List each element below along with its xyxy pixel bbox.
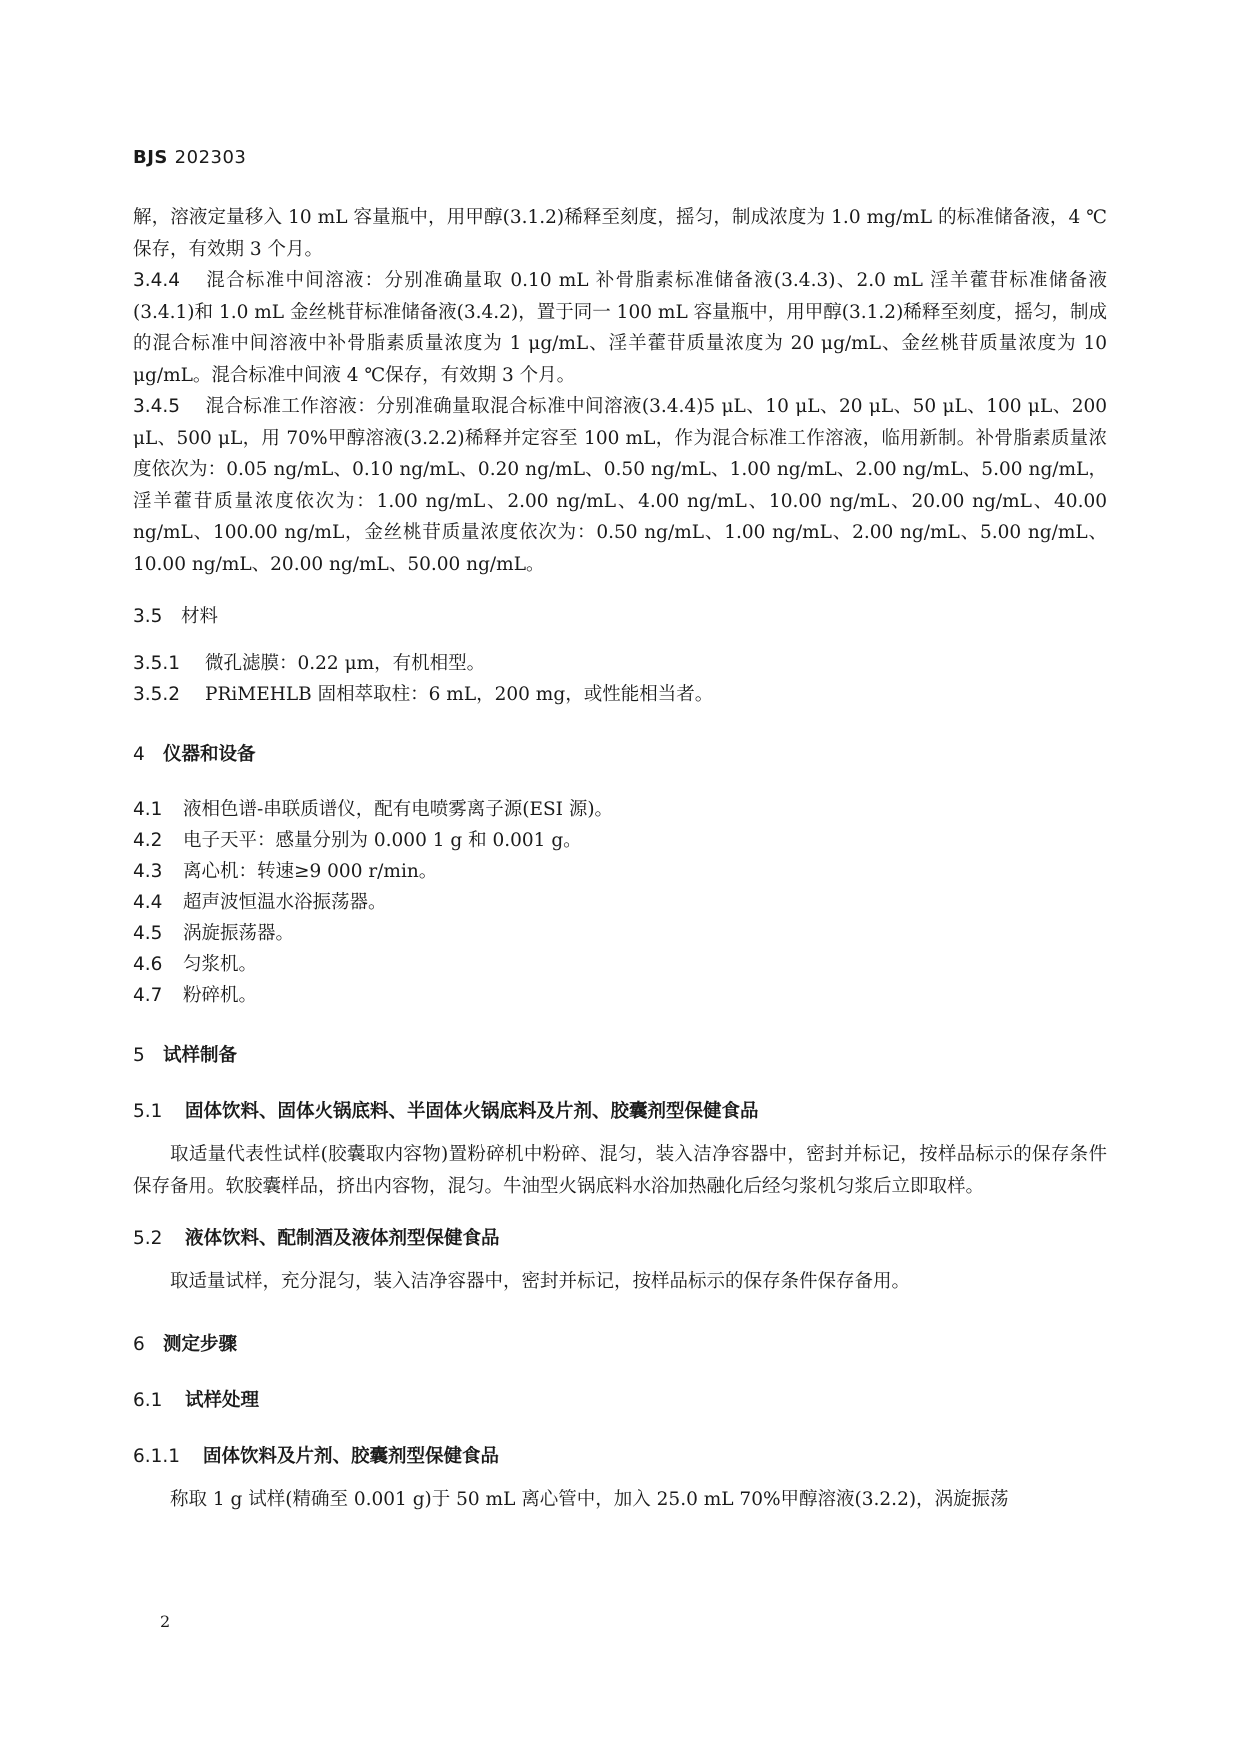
list-item: 4.3 离心机：转速≥9 000 r/min。 <box>133 861 438 882</box>
list-item: 4.6 匀浆机。 <box>133 954 258 975</box>
heading-title: 试样处理 <box>185 1389 260 1411</box>
heading-6-1 <box>133 1386 1107 1412</box>
code-prefix: BJS <box>133 147 168 168</box>
list-item: 4.4 超声波恒温水浴振荡器。 <box>133 892 387 913</box>
clause-3-4-5 <box>133 391 1107 580</box>
heading-number: 5.1 <box>133 1101 163 1122</box>
heading-4 <box>133 740 1107 766</box>
standard-code <box>133 147 246 168</box>
paragraph-6-1-1: 称取 1 g 试样(精确至 0.001 g)于 50 mL 离心管中，加入 25.0 mL 70%甲醇溶液(3.2.2)，涡旋振荡 <box>170 1488 1009 1510</box>
equipment-list <box>133 794 1107 1011</box>
heading-title: 测定步骤 <box>163 1333 238 1355</box>
paragraph-5-1: 取适量代表性试样(胶囊取内容物)置粉碎机中粉碎、混匀，装入洁净容器中，密封并标记，按样品标示的保存条件保存备用。软胶囊样品，挤出内容物，混匀。牛油型火锅底料水浴加热融化后经匀浆机匀浆后立即取样。 <box>133 1144 1107 1197</box>
clause-number: 3.5.2 <box>133 684 181 705</box>
clause-3-5-2 <box>133 679 1107 710</box>
heading-title: 固体饮料及片剂、胶囊剂型保健食品 <box>203 1445 500 1467</box>
heading-title: 仪器和设备 <box>163 744 256 765</box>
heading-title: 液体饮料、配制酒及液体剂型保健食品 <box>185 1228 500 1249</box>
clause-3-5-1 <box>133 648 1107 679</box>
list-item: 4.2 电子天平：感量分别为 0.000 1 g 和 0.001 g。 <box>133 830 582 851</box>
clause-number: 3.5.1 <box>133 653 181 674</box>
clause-text: 混合标准工作溶液：分别准确量取混合标准中间溶液(3.4.4)5 μL、10 μL、20 μL、50 μL、100 μL、200 μL、500 μL，用 70%甲醇溶液(3.2.2)稀释并定容至 100 mL，作为混合标准工作溶液，临用新制。补骨脂素质量浓度依次为：0.05 ng/mL、0.10 ng/mL、0.20 ng/mL、0.50 ng/mL、1.00 ng/mL、2.00 ng/mL、5.00 ng/mL，淫羊藿苷质量浓度依次为：1.00 ng/mL、2.00 ng/mL、4.00 ng/mL、10.00 ng/mL、20.00 ng/mL、40.00 ng/mL、100.00 ng/mL，金丝桃苷质量浓度依次为：0.50 ng/mL、1.00 ng/mL、2.00 ng/mL、5.00 ng/mL、10.00 ng/mL、20.00 ng/mL、50.00 ng/mL。 <box>133 396 1107 575</box>
heading-number: 4 <box>133 744 145 765</box>
heading-number: 5.2 <box>133 1228 163 1249</box>
code-number: 202303 <box>174 147 247 168</box>
list-item: 4.5 涡旋振荡器。 <box>133 923 295 944</box>
heading-number: 6 <box>133 1333 145 1355</box>
heading-3-5 <box>133 602 1107 628</box>
paragraph-5-2: 取适量试样，充分混匀，装入洁净容器中，密封并标记，按样品标示的保存条件保存备用。 <box>170 1271 911 1292</box>
clause-number: 3.4.4 <box>133 270 181 291</box>
page-number: 2 <box>160 1612 171 1631</box>
heading-number: 5 <box>133 1045 145 1066</box>
heading-6 <box>133 1330 1107 1356</box>
heading-6-1-1 <box>133 1442 1107 1468</box>
clause-text: PRiMEHLB 固相萃取柱：6 mL，200 mg，或性能相当者。 <box>205 684 714 705</box>
list-item: 4.7 粉碎机。 <box>133 985 258 1006</box>
heading-title: 试样制备 <box>163 1045 238 1066</box>
heading-5-1 <box>133 1097 1107 1123</box>
heading-title: 固体饮料、固体火锅底料、半固体火锅底料及片剂、胶囊剂型保健食品 <box>185 1101 759 1122</box>
clause-3-4-4 <box>133 265 1107 391</box>
heading-title: 材料 <box>181 606 219 627</box>
heading-number: 6.1 <box>133 1389 163 1411</box>
heading-5 <box>133 1041 1107 1067</box>
main-content <box>133 202 1107 1515</box>
heading-5-2 <box>133 1224 1107 1250</box>
heading-number: 3.5 <box>133 606 163 627</box>
list-item: 4.1 液相色谱-串联质谱仪，配有电喷雾离子源(ESI 源)。 <box>133 799 614 820</box>
clause-text: 混合标准中间溶液：分别准确量取 0.10 mL 补骨脂素标准储备液(3.4.3)、2.0 mL 淫羊藿苷标准储备液(3.4.1)和 1.0 mL 金丝桃苷标准储备液(3.4.2)，置于同一 100 mL 容量瓶中，用甲醇(3.1.2)稀释至刻度，摇匀，制成的混合标准中间溶液中补骨脂素质量浓度为 1 μg/mL、淫羊藿苷质量浓度为 20 μg/mL、金丝桃苷质量浓度为 10 μg/mL。混合标准中间液 4 ℃保存，有效期 3 个月。 <box>133 270 1107 386</box>
clause-number: 3.4.5 <box>133 396 181 417</box>
clause-text: 微孔滤膜：0.22 μm，有机相型。 <box>205 653 486 674</box>
continued-paragraph: 解，溶液定量移入 10 mL 容量瓶中，用甲醇(3.1.2)稀释至刻度，摇匀，制成浓度为 1.0 mg/mL 的标准储备液，4 ℃保存，有效期 3 个月。 <box>133 207 1107 260</box>
heading-number: 6.1.1 <box>133 1445 181 1467</box>
